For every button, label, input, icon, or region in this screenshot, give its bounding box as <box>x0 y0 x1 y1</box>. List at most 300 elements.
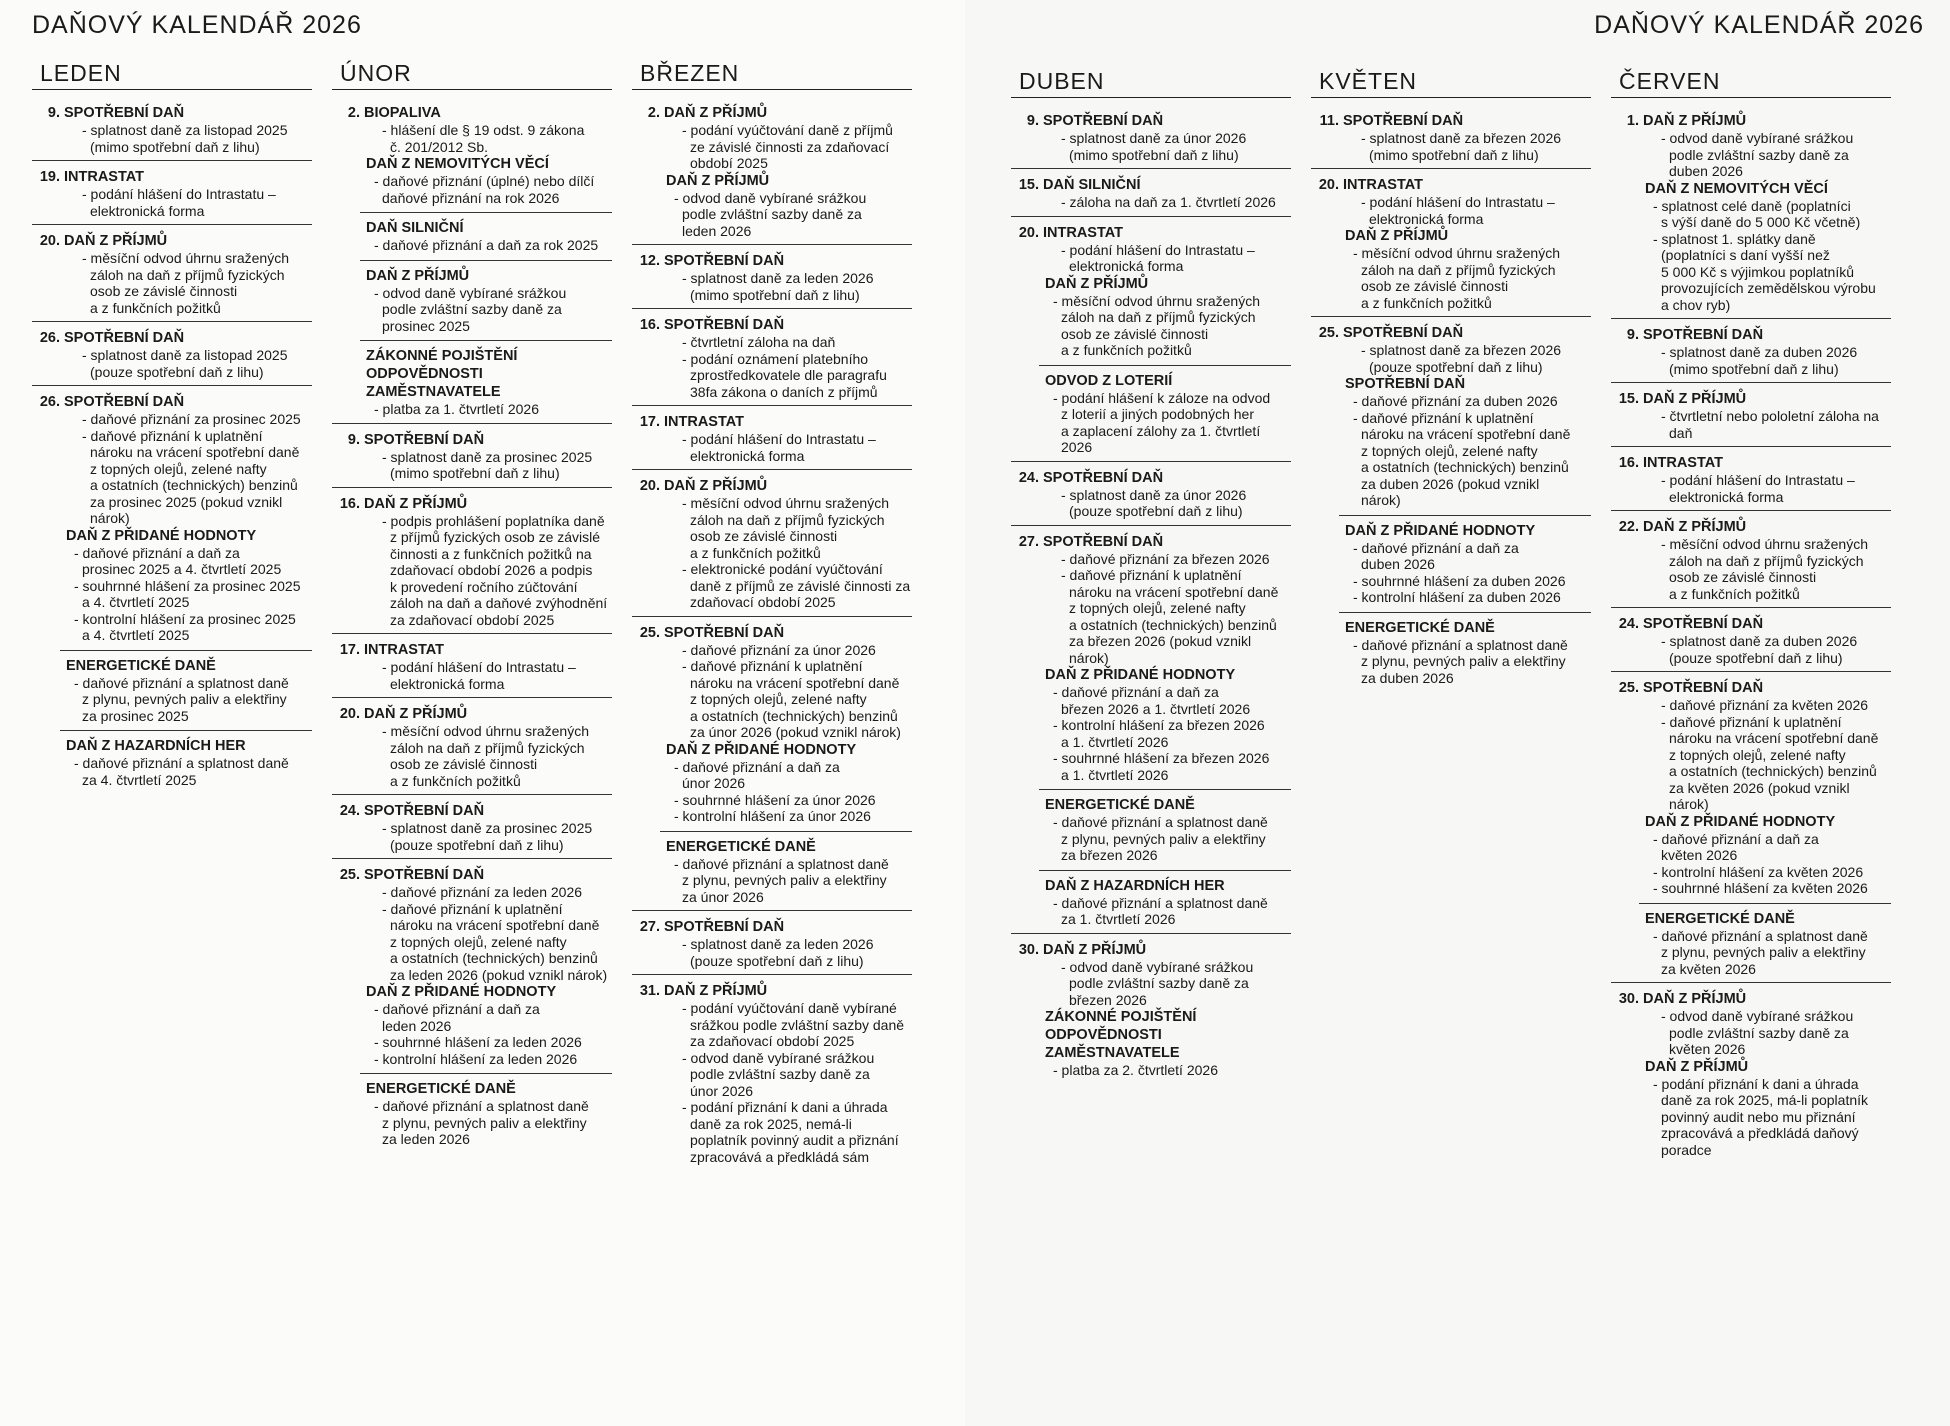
tax-line: nároku na vrácení spotřební daně <box>1361 426 1571 442</box>
tax-line: březen 2026 a 1. čtvrtletí 2026 <box>1061 700 1251 717</box>
tax-line: za duben 2026 (pokud vznikl <box>1361 475 1540 492</box>
tax-line: 5 000 Kč s výjimkou poplatníků <box>1661 263 1854 280</box>
entry-header <box>32 232 312 316</box>
tax-group <box>360 340 612 418</box>
tax-line: osob ze závislé činnosti <box>390 756 538 772</box>
day-number: 22. <box>1618 519 1639 535</box>
tax-group <box>1643 454 1891 505</box>
tax-lines <box>360 1001 612 1067</box>
tax-line: za zdaňovací období 2025 <box>690 1033 855 1049</box>
tax-heading: DAŇ Z PŘIDANÉ HODNOTY <box>1045 667 1236 683</box>
tax-line: - daňové přiznání za leden 2026 <box>382 884 583 900</box>
month-heading: ČERVEN <box>1611 68 1891 98</box>
tax-heading: DAŇ Z PŘÍJMŮ <box>1045 275 1149 292</box>
left-page <box>0 0 965 1426</box>
calendar-entry <box>632 982 912 1170</box>
tax-group <box>1639 180 1891 314</box>
tax-group <box>64 104 312 155</box>
entry-header <box>1311 324 1591 375</box>
calendar-entry <box>1311 176 1591 317</box>
tax-lines <box>660 856 912 906</box>
tax-heading: SPOTŘEBNÍ DAŇ <box>664 317 785 333</box>
month-column-leden <box>32 60 312 1177</box>
entry-header <box>332 802 612 853</box>
entry-header <box>1611 679 1891 813</box>
tax-line: nárok) <box>1669 796 1709 812</box>
tax-group <box>360 983 612 1067</box>
tax-heading: SPOTŘEBNÍ DAŇ <box>1345 376 1466 392</box>
tax-line: - hlášení dle § 19 odst. 9 zákona <box>382 122 585 138</box>
tax-line: záloh na daň z příjmů fyzických <box>1361 261 1556 278</box>
tax-lines <box>64 347 312 380</box>
page-title: DAŇOVÝ KALENDÁŘ 2026 <box>1594 11 1924 39</box>
tax-lines <box>1643 633 1891 666</box>
tax-heading: DAŇ Z HAZARDNÍCH HER <box>66 738 246 754</box>
tax-line: prosinec 2025 a 4. čtvrtletí 2025 <box>82 561 282 577</box>
tax-heading: ZÁKONNÉ POJIŠTĚNÍ ODPOVĚDNOSTI ZAMĚSTNAVATELE <box>366 348 518 400</box>
tax-line: prosinec 2025 <box>382 317 470 334</box>
tax-lines <box>664 936 912 969</box>
tax-lines <box>1643 130 1891 180</box>
tax-lines <box>1043 194 1291 211</box>
tax-line: a z funkčních požitků <box>1361 294 1492 311</box>
tax-line: zdaňovací období 2026 a podpis <box>390 562 593 578</box>
tax-line: - podání vyúčtování daně z příjmů <box>682 122 893 138</box>
entry-header <box>332 495 612 629</box>
tax-line: - čtvrtletní záloha na daň <box>682 334 836 350</box>
tax-line: (pouze spotřební daň z lihu) <box>390 836 564 853</box>
tax-lines <box>1043 959 1291 1009</box>
tax-heading: INTRASTAT <box>364 642 445 658</box>
tax-line: za leden 2026 (pokud vznikl nárok) <box>390 966 608 983</box>
tax-group <box>64 393 312 527</box>
tax-lines <box>1643 1008 1891 1058</box>
calendar-entry <box>1011 176 1291 217</box>
tax-line: - splatnost daně za leden 2026 <box>682 270 874 286</box>
tax-group <box>1643 990 1891 1058</box>
tax-line: - daňové přiznání a daň za <box>674 758 840 775</box>
tax-heading: INTRASTAT <box>1043 224 1124 241</box>
tax-line: - splatnost daně za duben 2026 <box>1661 633 1858 649</box>
tax-group <box>1039 1008 1291 1079</box>
tax-lines <box>364 820 612 853</box>
tax-group <box>64 232 312 316</box>
tax-group <box>1339 612 1591 687</box>
tax-line: a 4. čtvrtletí 2025 <box>82 594 190 610</box>
month-column-unor <box>332 60 612 1177</box>
tax-group <box>360 155 612 206</box>
tax-line: - daňové přiznání za květen 2026 <box>1661 697 1869 713</box>
tax-lines <box>1039 684 1291 783</box>
tax-lines <box>364 723 612 789</box>
tax-line: za únor 2026 <box>682 888 764 905</box>
entry-header <box>632 316 912 400</box>
tax-heading: DAŇ Z NEMOVITÝCH VĚCÍ <box>366 156 549 172</box>
entry-header <box>1611 615 1891 666</box>
tax-lines <box>664 495 912 611</box>
tax-group <box>64 329 312 380</box>
entry-header <box>1611 112 1891 180</box>
tax-line: - daňové přiznání a daň za <box>74 544 240 561</box>
tax-group <box>364 431 612 482</box>
entry-header <box>32 393 312 527</box>
tax-line: (mimo spotřební daň z lihu) <box>390 465 560 481</box>
tax-heading: DAŇ Z PŘÍJMŮ <box>1643 519 1747 535</box>
tax-lines <box>1039 390 1291 456</box>
calendar-entry <box>632 477 912 617</box>
tax-group <box>664 624 912 741</box>
day-number: 19. <box>39 169 60 185</box>
tax-line: - podání přiznání k dani a úhrada <box>682 1099 888 1115</box>
tax-line: - podpis prohlášení poplatníka daně <box>382 512 605 529</box>
tax-heading: DAŇ Z PŘÍJMŮ <box>1643 113 1747 129</box>
calendar-entry <box>1611 326 1891 383</box>
calendar-entry <box>1611 990 1891 1163</box>
tax-lines <box>1339 245 1591 311</box>
tax-line: (pouze spotřební daň z lihu) <box>90 363 264 380</box>
tax-line: - souhrnné hlášení za prosinec 2025 <box>74 577 301 594</box>
day-number: 11. <box>1319 113 1339 129</box>
tax-line: a ostatních (technických) benzinů <box>1361 459 1569 475</box>
tax-group <box>660 172 912 240</box>
tax-line: 2026 <box>1061 439 1093 455</box>
calendar-entry <box>332 705 612 795</box>
tax-line: elektronická forma <box>90 202 205 219</box>
tax-heading: DAŇ Z PŘÍJMŮ <box>664 478 768 494</box>
entry-header <box>632 624 912 741</box>
tax-line: (mimo spotřební daň z lihu) <box>690 286 860 303</box>
day-number: 16. <box>1618 455 1639 471</box>
tax-line: s výší daně do 5 000 Kč včetně) <box>1661 214 1861 230</box>
tax-heading: SPOTŘEBNÍ DAŇ <box>1043 113 1164 129</box>
right-page <box>965 0 1950 1426</box>
tax-lines <box>660 759 912 825</box>
tax-line: (pouze spotřební daň z lihu) <box>1369 358 1543 375</box>
tax-heading: ODVOD Z LOTERIÍ <box>1045 372 1173 389</box>
tax-line: únor 2026 <box>690 1082 754 1099</box>
tax-lines <box>360 1098 612 1148</box>
tax-line: - daňové přiznání k uplatnění <box>682 658 863 674</box>
tax-line: a z funkčních požitků <box>1061 342 1192 358</box>
tax-line: a z funkčních požitků <box>90 299 221 316</box>
tax-line: - daňové přiznání a splatnost daně <box>674 855 889 872</box>
tax-heading: INTRASTAT <box>1343 177 1424 193</box>
tax-lines <box>1639 831 1891 897</box>
day-number: 30. <box>1018 941 1039 958</box>
calendar-entry <box>1011 224 1291 462</box>
tax-group <box>1043 941 1291 1009</box>
day-number: 16. <box>339 495 360 512</box>
day-number: 27. <box>639 919 660 935</box>
tax-lines <box>1043 130 1291 163</box>
tax-line: - souhrnné hlášení za únor 2026 <box>674 791 876 808</box>
tax-group <box>1639 1058 1891 1159</box>
tax-line: - čtvrtletní nebo pololetní záloha na <box>1661 408 1879 424</box>
tax-line: za květen 2026 <box>1661 960 1756 977</box>
calendar-entry <box>332 802 612 859</box>
tax-line: - splatnost daně za březen 2026 <box>1361 342 1562 358</box>
calendar-entry <box>632 624 912 912</box>
tax-lines <box>1643 536 1891 602</box>
tax-group <box>1039 275 1291 359</box>
tax-line: daně z příjmů ze závislé činnosti za <box>690 577 911 594</box>
tax-line: - splatnost daně za únor 2026 <box>1061 130 1247 146</box>
tax-group <box>1343 112 1591 163</box>
tax-lines <box>60 675 312 725</box>
day-number: 20. <box>1318 177 1339 193</box>
tax-heading: SPOTŘEBNÍ DAŇ <box>364 867 485 883</box>
month-column-duben <box>1011 68 1291 1170</box>
tax-line: za květen 2026 (pokud vznikl <box>1669 779 1850 796</box>
tax-group <box>1339 515 1591 606</box>
tax-lines <box>664 334 912 400</box>
tax-line: osob ze závislé činnosti <box>690 528 838 544</box>
entry-header <box>1611 326 1891 377</box>
tax-line: z loterií a jiných podobných her <box>1061 406 1254 422</box>
tax-line: podle zvláštní sazby daně za <box>682 206 862 222</box>
tax-line: - záloha na daň za 1. čtvrtletí 2026 <box>1061 194 1276 210</box>
tax-line: a ostatních (technických) benzinů <box>690 707 898 724</box>
tax-line: - měsíční odvod úhrnu sražených <box>1661 536 1868 552</box>
entry-header <box>632 477 912 611</box>
entry-header <box>1011 941 1291 1009</box>
entry-header <box>332 104 612 155</box>
month-column-kveten <box>1311 68 1591 1170</box>
day-number: 27. <box>1018 533 1039 550</box>
tax-heading: ENERGETICKÉ DANĚ <box>666 838 816 855</box>
tax-line: (mimo spotřební daň z lihu) <box>1069 146 1239 163</box>
tax-line: - souhrnné hlášení za květen 2026 <box>1653 880 1868 896</box>
tax-heading: DAŇ Z PŘÍJMŮ <box>1645 1058 1749 1075</box>
tax-heading: SPOTŘEBNÍ DAŇ <box>1643 327 1764 343</box>
entry-header <box>32 104 312 155</box>
tax-line: - podání hlášení do Intrastatu – <box>82 186 276 202</box>
tax-line: za březen 2026 (pokud vznikl <box>1069 633 1252 649</box>
tax-group <box>364 802 612 853</box>
tax-line: (poplatníci s daní vyšší než <box>1661 247 1830 263</box>
tax-line: - splatnost daně za duben 2026 <box>1661 344 1858 360</box>
calendar-entry <box>632 104 912 245</box>
tax-heading: DAŇ Z NEMOVITÝCH VĚCÍ <box>1645 180 1828 197</box>
calendar-entry <box>632 918 912 975</box>
tax-heading: DAŇ Z PŘÍJMŮ <box>666 172 770 189</box>
tax-line: záloh na daň a daňové zvýhodnění <box>390 595 608 611</box>
tax-line: povinný audit nebo mu přiznání <box>1661 1108 1856 1125</box>
tax-lines <box>364 449 612 482</box>
calendar-entry <box>32 329 312 386</box>
tax-group <box>360 1073 612 1148</box>
tax-group <box>660 831 912 906</box>
tax-line: a z funkčních požitků <box>390 772 521 789</box>
tax-heading: ENERGETICKÉ DANĚ <box>1645 910 1795 927</box>
tax-line: poplatník povinný audit a přiznání <box>690 1132 899 1148</box>
entry-header <box>1611 990 1891 1058</box>
month-column-brezen <box>632 60 912 1177</box>
tax-heading: DAŇ Z PŘÍJMŮ <box>1345 228 1449 244</box>
tax-group <box>364 705 612 789</box>
tax-line: podle zvláštní sazby daně za <box>1069 975 1249 991</box>
tax-line: - podání oznámení platebního <box>682 350 869 367</box>
month-heading: ÚNOR <box>332 60 612 90</box>
calendar-entry <box>1011 533 1291 934</box>
tax-line: záloh na daň z příjmů fyzických <box>1061 309 1256 325</box>
tax-heading: INTRASTAT <box>1643 455 1724 471</box>
tax-line: elektronická forma <box>1369 210 1484 227</box>
tax-heading: DAŇ Z PŘÍJMŮ <box>364 706 468 722</box>
tax-line: zdaňovací období 2025 <box>690 594 836 610</box>
tax-line: - daňové přiznání a daň za <box>1353 539 1519 556</box>
tax-heading: SPOTŘEBNÍ DAŇ <box>664 253 785 269</box>
tax-group <box>664 918 912 969</box>
day-number: 26. <box>39 330 60 346</box>
entry-header <box>1011 112 1291 163</box>
tax-group <box>664 413 912 464</box>
tax-line: - daňové přiznání a splatnost daně <box>1053 814 1268 830</box>
tax-line: poradce <box>1661 1141 1712 1158</box>
tax-lines <box>1043 487 1291 520</box>
tax-line: - daňové přiznání (úplné) nebo dílčí <box>374 173 595 189</box>
tax-heading: DAŇ Z PŘÍJMŮ <box>1043 941 1147 958</box>
entry-header <box>32 168 312 219</box>
tax-heading: DAŇ Z PŘIDANÉ HODNOTY <box>666 741 857 758</box>
tax-heading: DAŇ Z PŘIDANÉ HODNOTY <box>1645 813 1836 830</box>
tax-lines <box>1039 293 1291 359</box>
tax-group <box>1043 112 1291 163</box>
tax-group <box>364 866 612 983</box>
tax-line: (pouze spotřební daň z lihu) <box>1069 503 1243 519</box>
tax-line: srážkou podle zvláštní sazby daně <box>690 1016 905 1033</box>
tax-line: - podání hlášení do Intrastatu – <box>1361 194 1555 210</box>
month-heading: LEDEN <box>32 60 312 90</box>
tax-line: a ostatních (technických) benzinů <box>1669 763 1877 779</box>
tax-line: za leden 2026 <box>382 1131 470 1147</box>
tax-heading: DAŇ Z PŘÍJMŮ <box>664 983 768 999</box>
tax-line: - splatnost daně za leden 2026 <box>682 936 874 952</box>
tax-group <box>1639 903 1891 978</box>
calendar-entry <box>332 641 612 698</box>
tax-line: (pouze spotřební daň z lihu) <box>690 952 864 969</box>
entry-header <box>632 982 912 1165</box>
tax-heading: DAŇ Z PŘÍJMŮ <box>64 233 168 249</box>
entry-header <box>1011 176 1291 211</box>
tax-group <box>1643 615 1891 666</box>
tax-line: - podání vyúčtování daně vybírané <box>682 1000 897 1016</box>
tax-line: (mimo spotřební daň z lihu) <box>1369 146 1539 163</box>
tax-lines <box>664 270 912 303</box>
day-number: 9. <box>347 431 360 448</box>
tax-line: za prosinec 2025 (pokud vznikl <box>90 493 283 510</box>
day-number: 12. <box>639 253 660 269</box>
tax-lines <box>1043 242 1291 275</box>
tax-line: - odvod daně vybírané srážkou <box>374 284 567 301</box>
tax-lines <box>364 122 612 155</box>
tax-line: období 2025 <box>690 155 768 171</box>
tax-heading: SPOTŘEBNÍ DAŇ <box>1043 469 1164 486</box>
tax-line: osob ze závislé činnosti <box>90 283 238 299</box>
tax-line: - kontrolní hlášení za únor 2026 <box>674 808 871 824</box>
tax-line: - splatnost daně za listopad 2025 <box>82 122 288 138</box>
day-number: 25. <box>1318 325 1339 341</box>
tax-line: podle zvláštní sazby daně za <box>382 301 562 317</box>
tax-lines <box>364 659 612 692</box>
tax-line: nárok) <box>1361 492 1401 508</box>
tax-lines <box>1339 540 1591 606</box>
tax-lines <box>64 411 312 527</box>
month-heading: BŘEZEN <box>632 60 912 90</box>
day-number: 1. <box>1626 113 1639 129</box>
tax-line: a 1. čtvrtletí 2026 <box>1061 766 1169 783</box>
tax-group <box>1339 375 1591 509</box>
day-number: 20. <box>39 233 60 249</box>
tax-line: z plynu, pevných paliv a elektřiny <box>682 872 887 888</box>
tax-lines <box>1643 697 1891 813</box>
tax-lines <box>364 513 612 629</box>
entry-header <box>632 918 912 969</box>
tax-line: - splatnost daně za únor 2026 <box>1061 486 1247 503</box>
calendar-entry <box>332 431 612 488</box>
month-heading: KVĚTEN <box>1311 68 1591 98</box>
tax-line: - odvod daně vybírané srážkou <box>1061 958 1254 975</box>
day-number: 17. <box>639 414 660 430</box>
month-columns <box>32 60 957 1177</box>
entry-header <box>1311 112 1591 163</box>
tax-line: - splatnost 1. splátky daně <box>1653 230 1816 247</box>
tax-lines <box>1039 895 1291 928</box>
tax-line: zpracovává a předkládá daňový <box>1661 1125 1859 1141</box>
tax-line: a 4. čtvrtletí 2025 <box>82 627 190 643</box>
tax-line: - daňové přiznání a daň za <box>374 1001 540 1017</box>
tax-lines <box>1643 408 1891 441</box>
tax-group <box>664 982 912 1165</box>
day-number: 25. <box>339 867 360 883</box>
tax-lines <box>1643 472 1891 505</box>
tax-line: z topných olejů, zelené nafty <box>1361 442 1538 459</box>
tax-lines <box>1343 342 1591 375</box>
tax-line: - podání přiznání k dani a úhrada <box>1653 1075 1859 1092</box>
tax-line: daňové přiznání na rok 2026 <box>382 189 560 206</box>
tax-group <box>1339 227 1591 311</box>
tax-line: - odvod daně vybírané srážkou <box>674 189 867 206</box>
entry-header <box>32 329 312 380</box>
tax-heading: SPOTŘEBNÍ DAŇ <box>64 330 185 346</box>
tax-lines <box>360 173 612 206</box>
entry-header <box>632 252 912 303</box>
tax-line: leden 2026 <box>382 1017 452 1034</box>
tax-line: z topných olejů, zelené nafty <box>1669 746 1846 763</box>
calendar-entry <box>32 104 312 161</box>
tax-heading: INTRASTAT <box>64 169 145 185</box>
tax-lines <box>60 755 312 788</box>
calendar-entry <box>332 104 612 424</box>
tax-group <box>1643 326 1891 377</box>
calendar-entry <box>1611 615 1891 672</box>
tax-heading: SPOTŘEBNÍ DAŇ <box>664 919 785 935</box>
tax-lines <box>1639 198 1891 314</box>
tax-heading: BIOPALIVA <box>364 105 441 121</box>
tax-line: zpracovává a předkládá sám <box>690 1148 869 1165</box>
tax-line: za zdaňovací období 2025 <box>390 611 555 628</box>
tax-heading: DAŇ Z PŘÍJMŮ <box>366 267 470 284</box>
tax-lines <box>1343 194 1591 227</box>
tax-group <box>64 168 312 219</box>
tax-line: osob ze závislé činnosti <box>1061 325 1209 342</box>
tax-line: záloh na daň z příjmů fyzických <box>390 739 585 756</box>
tax-heading: DAŇ SILNIČNÍ <box>366 220 464 236</box>
tax-line: č. 201/2012 Sb. <box>390 138 489 155</box>
tax-lines <box>1343 130 1591 163</box>
tax-group <box>664 477 912 611</box>
day-number: 9. <box>1026 113 1039 129</box>
